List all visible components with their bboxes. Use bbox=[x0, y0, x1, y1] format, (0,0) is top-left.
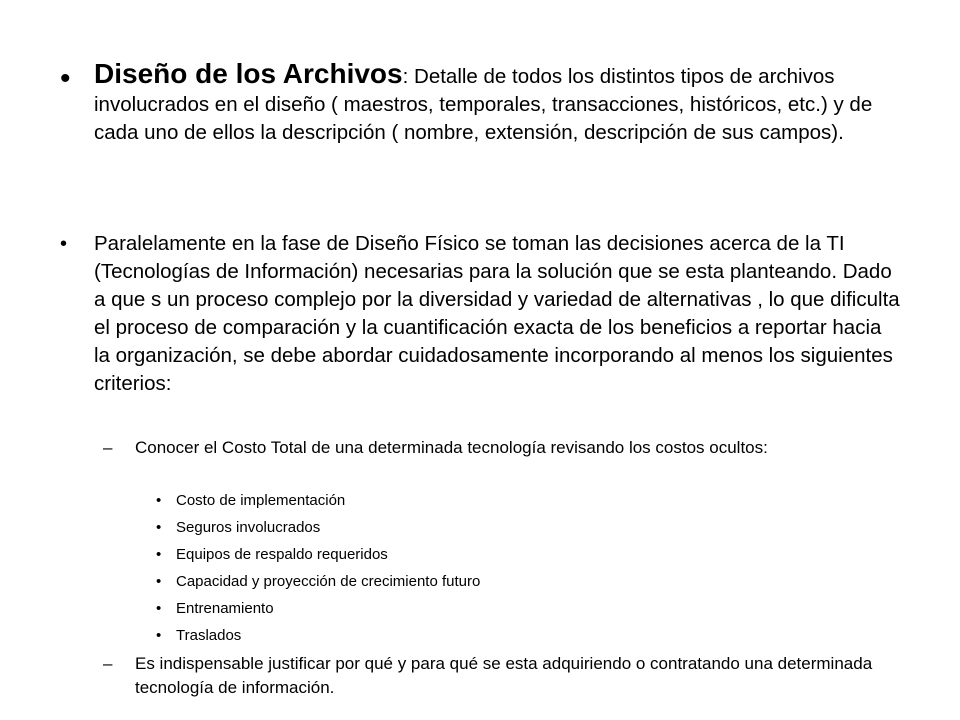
dash-icon: – bbox=[103, 438, 113, 457]
bullet-item-diseno-archivos bbox=[60, 60, 900, 147]
bullet-icon: • bbox=[60, 233, 68, 255]
cost-item bbox=[156, 518, 320, 538]
cost-item bbox=[156, 491, 345, 511]
subitem-body: Conocer el Costo Total de una determinada tecnología revisando los costos ocultos: bbox=[135, 438, 768, 457]
subitem-justificar bbox=[103, 652, 903, 700]
cost-item-text: Seguros involucrados bbox=[176, 519, 321, 536]
item-body: Detalle de todos los distintos tipos de archivos involucrados en el diseño ( maestros, temporales, transacciones, históricos, etc.) y de cada uno de ellos la descripción ( nombre, extensión, descripción de sus campos). bbox=[94, 65, 873, 144]
cost-item-text: Equipos de respaldo requeridos bbox=[176, 546, 388, 563]
bullet-text bbox=[94, 60, 900, 147]
item-body: Paralelamente en la fase de Diseño Físico se toman las decisiones acerca de la TI (Tecnologías de Información) necesarias para la solución que se esta planteando. Dado a que s un proceso complejo por la diversidad y variedad de alternativas , lo que dificulta el proceso de comparación y la cuantificación exacta de los beneficios a reportar hacia la organización, se debe abordar cuidadosamente incorporando al menos los siguientes criterios: bbox=[94, 232, 900, 395]
dash-icon: – bbox=[103, 654, 113, 673]
cost-item-text: Entrenamiento bbox=[176, 600, 274, 617]
bullet-icon: • bbox=[156, 627, 162, 644]
bullet-icon: • bbox=[156, 600, 162, 617]
item-title-separator: : bbox=[402, 65, 415, 88]
bullet-item-paralelamente bbox=[60, 230, 900, 398]
cost-item bbox=[156, 599, 274, 619]
cost-item bbox=[156, 545, 388, 565]
bullet-icon: • bbox=[156, 546, 162, 563]
bullet-icon: • bbox=[156, 573, 162, 590]
bullet-icon: • bbox=[156, 519, 162, 536]
bullet-icon: • bbox=[60, 62, 71, 95]
subitem-costo-total bbox=[103, 436, 903, 460]
cost-item bbox=[156, 572, 480, 592]
bullet-icon: • bbox=[156, 492, 162, 509]
subitem-body: Es indispensable justificar por qué y para qué se esta adquiriendo o contratando una determinada tecnología de información. bbox=[135, 654, 873, 697]
cost-item-text: Traslados bbox=[176, 627, 242, 644]
cost-item bbox=[156, 626, 241, 646]
cost-item-text: Costo de implementación bbox=[176, 492, 346, 509]
cost-item-text: Capacidad y proyección de crecimiento futuro bbox=[176, 573, 481, 590]
item-title: Diseño de los Archivos bbox=[94, 58, 403, 89]
